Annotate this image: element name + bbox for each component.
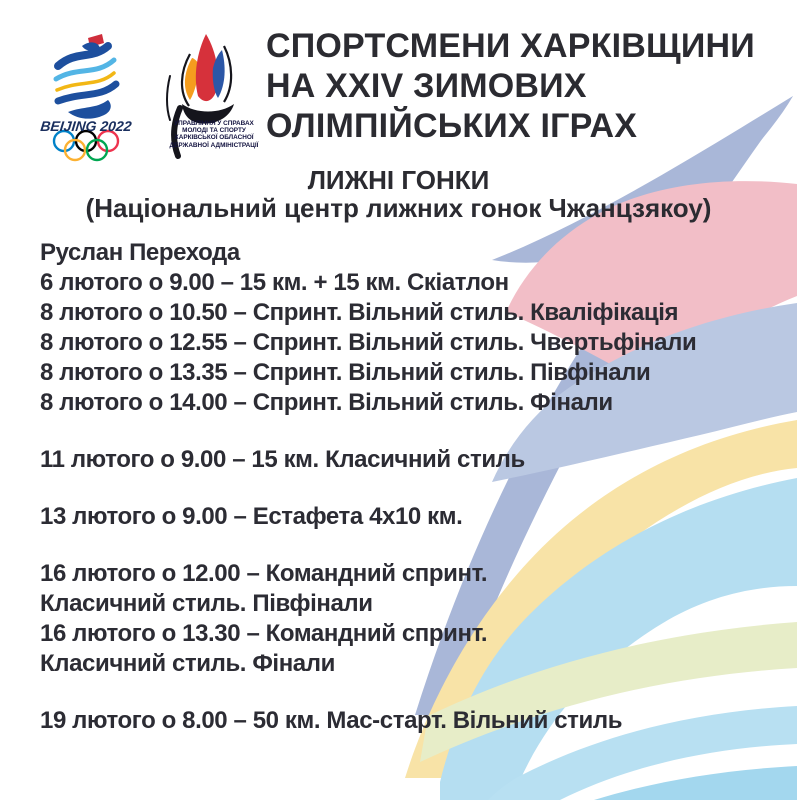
department-logo [148,20,260,165]
department-name-line: ДЕРЖАВНОЇ АДМІНІСТРАЦІЇ [169,141,259,149]
schedule-line: 13 лютого о 9.00 – Естафета 4х10 км. [40,503,463,530]
poster-title [266,26,786,146]
schedule-line: 11 лютого о 9.00 – 15 км. Класичний стиль [40,446,525,473]
department-name [168,120,260,149]
department-name-line: МОЛОДІ ТА СПОРТУ [182,127,246,135]
beijing-2022-logo [24,24,148,162]
schedule-line: 8 лютого о 12.55 – Спринт. Вільний стиль. Чвертьфінали [40,329,697,356]
schedule [40,238,797,736]
schedule-group [40,268,797,418]
schedule-line: 16 лютого о 13.30 – Командний спринт. [40,620,488,647]
schedule-line: 8 лютого о 13.35 – Спринт. Вільний стиль. Півфінали [40,359,651,386]
schedule-line: 6 лютого о 9.00 – 15 км. + 15 км. Скіатлон [40,269,509,296]
schedule-group [40,502,797,532]
schedule-line: Класичний стиль. Півфінали [40,590,373,617]
schedule-line: 8 лютого о 14.00 – Спринт. Вільний стиль. Фінали [40,389,613,416]
schedule-line: 19 лютого о 8.00 – 50 км. Мас-старт. Вільний стиль [40,707,623,734]
olympic-rings-icon [54,131,118,160]
sport-name: ЛИЖНІ ГОНКИ [307,165,490,195]
schedule-line: 8 лютого о 10.50 – Спринт. Вільний стиль. Кваліфікація [40,299,679,326]
schedule-group [40,445,797,475]
title-line: СПОРТСМЕНИ ХАРКІВЩИНИ [266,27,755,65]
department-name-line: УПРАВЛІННЯ У СПРАВАХ [174,120,254,127]
schedule-group [40,706,797,736]
beijing-2022-emblem-icon [24,24,148,162]
venue-name: (Національний центр лижних гонок Чжанцзякоу) [85,193,712,223]
department-name-line: ХАРКІВСЬКОЇ ОБЛАСНОЇ [174,134,254,142]
poster-subtitle [0,166,797,222]
beijing-2022-wordmark: BEIJING 2022 [39,118,133,134]
schedule-line: Класичний стиль. Фінали [40,650,335,677]
athlete-name: Руслан Перехода [40,239,240,266]
title-line: НА XXIV ЗИМОВИХ [266,67,587,105]
schedule-line: 16 лютого о 12.00 – Командний спринт. [40,560,488,587]
title-line: ОЛІМПІЙСЬКИХ ІГРАХ [266,107,638,145]
schedule-group [40,559,797,679]
